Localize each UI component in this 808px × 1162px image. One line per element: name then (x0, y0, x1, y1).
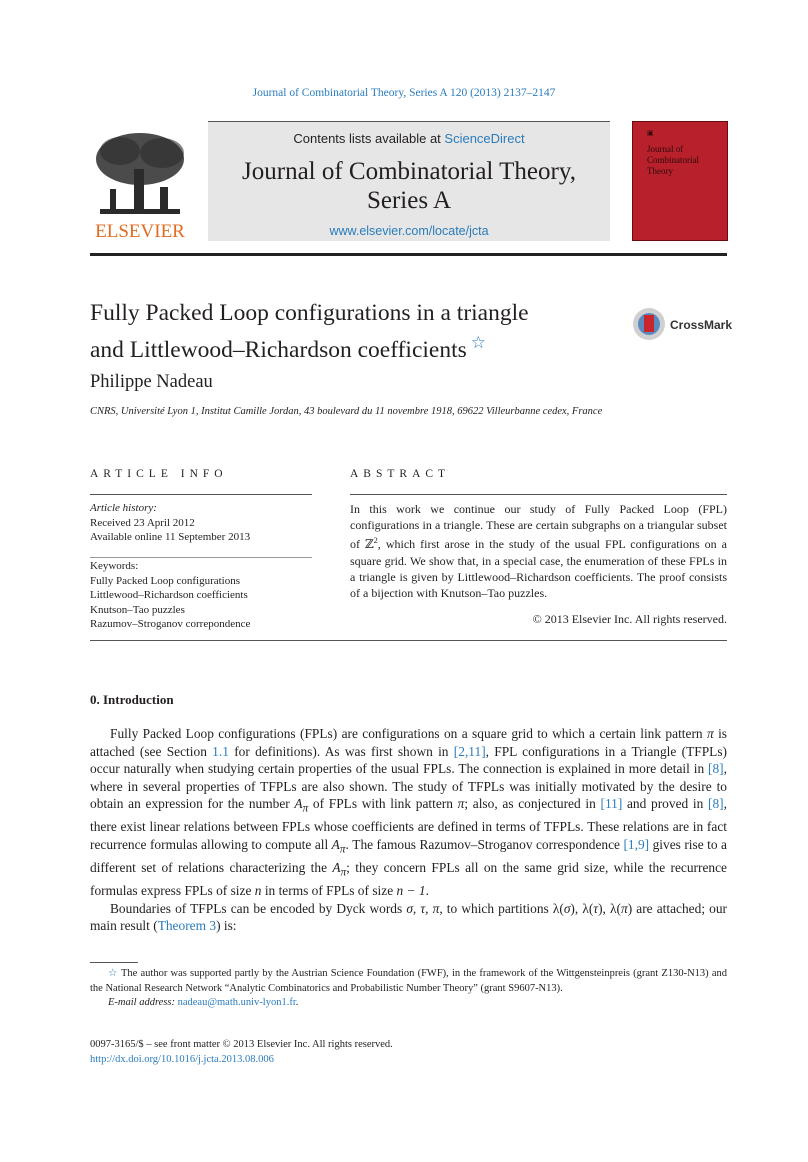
citation-link[interactable]: [11] (600, 796, 623, 811)
math: π (706, 726, 714, 741)
math: σ, τ, π (406, 900, 440, 916)
text: of FPLs with link pattern (308, 796, 458, 811)
text: , to which partitions λ( (439, 900, 564, 916)
article-title (90, 298, 610, 365)
email-link[interactable]: nadeau@math.univ-lyon1.fr (177, 997, 296, 1008)
header-divider (90, 253, 727, 256)
elsevier-wordmark: ELSEVIER (95, 221, 185, 241)
author-affiliation: CNRS, Université Lyon 1, Institut Camille Jordan, 43 boulevard du 11 novembre 1918, 69622 Villeurbanne cedex, France (90, 406, 603, 417)
text: Fully Packed Loop configurations (FPLs) are configurations on a square grid to which a certain link pattern (110, 726, 707, 741)
footnote-divider (90, 962, 138, 963)
citation-link[interactable]: [2,11] (453, 743, 486, 759)
intro-paragraph-2 (90, 900, 727, 935)
math: π (340, 866, 347, 879)
received-date: Received 23 April 2012 (90, 516, 195, 529)
text: , FPL configurations in a Triangle (TFPLs) occur naturally when studying certain properties of the usual FPLs. The connection is explained in more detail in (90, 743, 727, 776)
keyword-item: Fully Packed Loop configurations (90, 574, 241, 587)
abstract-copyright: © 2013 Elsevier Inc. All rights reserved. (532, 612, 727, 626)
math: A (332, 859, 341, 875)
citation-link[interactable]: [8] (708, 796, 724, 811)
text: gives rise to a different set of relations characterizing the (90, 836, 727, 875)
email-label: E-mail address: (108, 997, 178, 1008)
text: ) is: (216, 918, 237, 934)
abstract-heading: ABSTRACT (350, 468, 451, 480)
citation-link[interactable]: [1,9] (623, 836, 650, 852)
text: Boundaries of TFPLs can be encoded by Dyck words (110, 900, 407, 916)
info-divider (90, 494, 312, 495)
elsevier-tree-icon (90, 129, 190, 241)
math: A (294, 796, 303, 811)
math: π (302, 802, 309, 815)
sciencedirect-link[interactable]: ScienceDirect (444, 131, 525, 146)
math: π (620, 900, 628, 916)
text: ) are attached; our main result ( (90, 900, 727, 934)
journal-citation-link[interactable]: Journal of Combinatorial Theory, Series A 120 (2013) 2137–2147 (252, 87, 556, 99)
keyword-item: Littlewood–Richardson coefficients (90, 589, 248, 601)
text: ), λ( (598, 900, 621, 916)
abstract-divider (350, 494, 727, 495)
text: , there exist linear relations between FPLs whose coefficients are defined in terms of TFPLs. These relations are in fact recurrence formulas allowing to compute all (90, 796, 727, 852)
keyword-item: Knutson–Tao puzzles (90, 603, 185, 616)
doi-link[interactable]: http://dx.doi.org/10.1016/j.jcta.2013.08.006 (90, 1053, 274, 1065)
abstract-superscript: 2 (373, 536, 378, 546)
article-title-line1: Fully Packed Loop configurations in a triangle (90, 300, 529, 326)
math: π (339, 843, 346, 856)
available-date: Available online 11 September 2013 (90, 531, 251, 543)
email-footnote (90, 996, 727, 1011)
math: n (254, 883, 262, 899)
text: ), λ( (570, 900, 594, 916)
citation-link[interactable]: [8] (708, 761, 724, 776)
theorem-link[interactable]: Theorem 3 (157, 918, 217, 934)
text: in terms of FPLs of size (261, 883, 397, 899)
issn-line: 0097-3165/$ – see front matter © 2013 Elsevier Inc. All rights reserved. (90, 1039, 393, 1050)
journal-title (208, 157, 610, 215)
article-title-line2: and Littlewood–Richardson coefficients (90, 336, 467, 363)
text: . The famous Razumov–Stroganov correspondence (345, 836, 624, 852)
text: . (425, 883, 429, 899)
journal-title-line1: Journal of Combinatorial Theory, (242, 158, 576, 185)
crossmark-badge[interactable] (632, 306, 732, 342)
text: ; also, as conjectured in (464, 796, 601, 811)
keywords-block (90, 558, 312, 632)
crossmark-label: CrossMark (670, 318, 732, 332)
math: A (331, 836, 340, 852)
funding-text: The author was supported partly by the Austrian Science Foundation (FWF), in the framework of the Wittgensteinpreis (grant Z130-N13) and the National Research Network “Analytic Combinatorics and Probabilistic Number Theory” (grant S9607-N13). (90, 968, 727, 994)
funding-footnote (90, 967, 727, 996)
footnote-marker: ☆ (108, 968, 118, 979)
text: . (295, 997, 299, 1008)
text: , where in several properties of TFPLs are also shown. The study of TFPLs was initially motivated by the desire to obtain an expression for the number (90, 761, 727, 811)
intro-paragraph-1 (90, 725, 727, 900)
history-label: Article history: (90, 502, 157, 514)
introduction-body (90, 725, 727, 935)
text: for definitions). As was first shown in (228, 743, 454, 759)
keywords-label: Keywords: (90, 560, 139, 572)
article-history (90, 501, 312, 545)
introduction-heading: 0. Introduction (90, 692, 174, 707)
text: is attached (see Section (90, 726, 727, 759)
math: τ (593, 900, 599, 916)
abstract-part: In this work we continue our study of Fully Packed Loop (FPL) configurations in a triangle. These are certain subgraphs on a triangular subset of ℤ (350, 502, 727, 552)
contents-prefix: Contents lists available at (293, 131, 445, 146)
title-footnote-marker[interactable]: ☆ (470, 333, 487, 352)
bottom-meta (90, 1038, 393, 1067)
contents-line (208, 131, 610, 146)
footnotes (90, 967, 727, 1011)
cover-mark-icon: ▣ (647, 129, 654, 137)
journal-homepage-link[interactable]: www.elsevier.com/locate/jcta (329, 224, 489, 238)
text: and proved in (622, 796, 709, 811)
section-link[interactable]: 1.1 (212, 743, 229, 759)
author-name: Philippe Nadeau (90, 372, 213, 392)
text: ; they concern FPLs all on the same grid size, while the recurrence formulas express FPLs of size (90, 859, 727, 899)
cover-title: Journal of Combinatorial Theory (647, 144, 699, 176)
elsevier-logo (90, 129, 190, 241)
article-info-heading: ARTICLE INFO (90, 468, 228, 480)
math: π (457, 796, 465, 811)
journal-cover-image (632, 121, 728, 241)
abstract-text (350, 501, 727, 601)
abstract-part: , which first arose in the study of the usual FPL configurations on a square grid. We show that, in a special case, the enumeration of these FPLs in a triangle is given by Littlewood–Richardson coefficients. The proof consists of a bijection with Knutson–Tao puzzles. (350, 537, 727, 601)
journal-title-line2: Series A (366, 187, 452, 214)
keyword-item: Razumov–Stroganov correpondence (90, 618, 251, 630)
math: n − 1 (396, 883, 426, 899)
journal-masthead (208, 121, 610, 241)
math: σ (563, 900, 571, 916)
abstract-bottom-divider (90, 640, 727, 641)
